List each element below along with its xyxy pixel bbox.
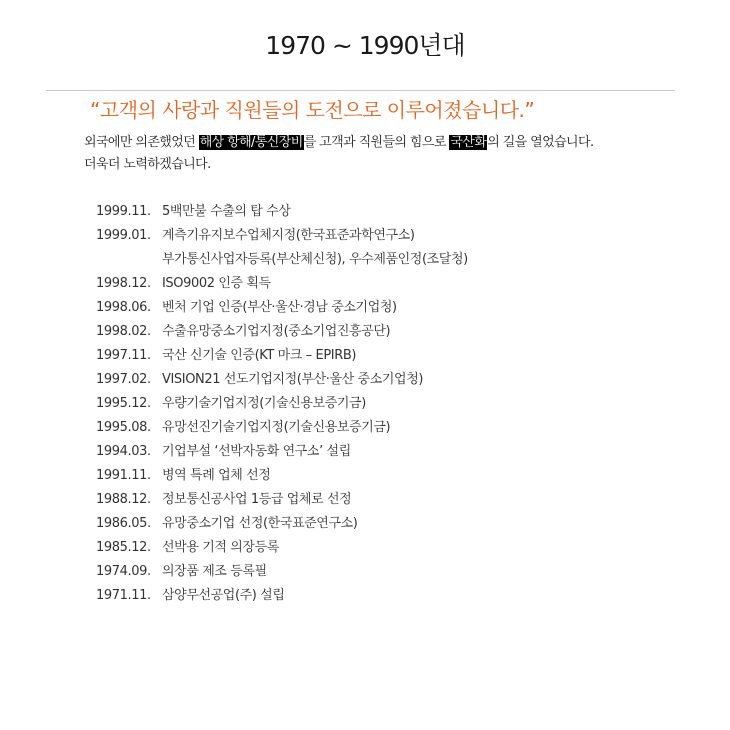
history-date: 1998.06. <box>96 300 151 315</box>
history-row <box>96 296 468 320</box>
history-event: ISO9002 인증 획득 <box>162 276 271 291</box>
intro-highlight: 국산화 <box>450 135 487 150</box>
history-date <box>96 248 162 272</box>
intro-text: 를 고객과 직원들의 힘으로 <box>303 135 450 150</box>
history-date: 1991.11. <box>96 468 151 483</box>
history-date: 1999.11. <box>96 204 151 219</box>
history-date: 1998.02. <box>96 324 151 339</box>
history-row <box>96 536 468 560</box>
history-row <box>96 200 468 224</box>
page-title: 1970 ~ 1990년대 <box>265 31 465 60</box>
history-event: 선박용 기적 의장등록 <box>162 540 279 555</box>
intro-highlight: 해상 항해/통신장비 <box>199 135 303 150</box>
history-row <box>96 560 468 584</box>
history-row <box>96 488 468 512</box>
history-row <box>96 392 468 416</box>
history-event: 부가통신사업자등록(부산체신청), 우수제품인정(조달청) <box>162 252 468 267</box>
history-event: 유망선진기술기업지정(기술신용보증기금) <box>162 420 391 435</box>
history-row <box>96 248 468 272</box>
history-row <box>96 368 468 392</box>
history-date: 1994.03. <box>96 444 151 459</box>
history-row <box>96 416 468 440</box>
history-row <box>96 272 468 296</box>
slogan <box>90 95 534 125</box>
history-event: 벤처 기업 인증(부산·울산·경남 중소기업청) <box>162 300 397 315</box>
history-date: 1995.12. <box>96 396 151 411</box>
history-date: 1995.08. <box>96 420 151 435</box>
history-event: 수출유망중소기업지정(중소기업진흥공단) <box>162 324 391 339</box>
history-date: 1986.05. <box>96 516 151 531</box>
history-row <box>96 464 468 488</box>
history-event: 삼양무선공업(주) 설립 <box>162 588 285 603</box>
history-row <box>96 440 468 464</box>
history-event: 병역 특례 업체 선정 <box>162 468 271 483</box>
history-event: 5백만불 수출의 탑 수상 <box>162 204 291 219</box>
history-date: 1999.01. <box>96 228 151 243</box>
history-event: 정보통신공사업 1등급 업체로 선정 <box>162 492 352 507</box>
slogan-close-quote: ” <box>524 98 535 122</box>
intro-text: 외국에만 의존했었던 <box>84 135 199 150</box>
intro-text: 의 길을 열었습니다. <box>487 135 594 150</box>
history-date: 1985.12. <box>96 540 151 555</box>
history-row <box>96 512 468 536</box>
intro-line-1 <box>84 132 684 154</box>
history-row <box>96 320 468 344</box>
history-date: 1988.12. <box>96 492 151 507</box>
history-event: VISION21 선도기업지정(부산·울산 중소기업청) <box>162 372 424 387</box>
intro-paragraph <box>84 132 684 176</box>
history-event: 국산 신기술 인증(KT 마크 – EPIRB) <box>162 348 357 363</box>
history-list <box>96 200 468 608</box>
divider <box>46 90 675 91</box>
history-date: 1997.02. <box>96 372 151 387</box>
history-row <box>96 224 468 248</box>
intro-line-2: 더욱더 노력하겠습니다. <box>84 157 211 172</box>
history-date: 1974.09. <box>96 564 151 579</box>
slogan-text: 고객의 사랑과 직원들의 도전으로 이루어졌습니다. <box>99 98 525 122</box>
history-event: 기업부설 ‘선박자동화 연구소’ 설립 <box>162 444 351 459</box>
history-row <box>96 344 468 368</box>
history-event: 계측기유지보수업체지정(한국표준과학연구소) <box>162 228 415 243</box>
history-event: 의장품 제조 등록필 <box>162 564 267 579</box>
history-event: 유망중소기업 선정(한국표준연구소) <box>162 516 358 531</box>
history-date: 1997.11. <box>96 348 151 363</box>
history-event: 우량기술기업지정(기술신용보증기금) <box>162 396 366 411</box>
slogan-open-quote: “ <box>90 98 100 122</box>
history-row <box>96 584 468 608</box>
history-date: 1971.11. <box>96 588 151 603</box>
history-date: 1998.12. <box>96 276 151 291</box>
